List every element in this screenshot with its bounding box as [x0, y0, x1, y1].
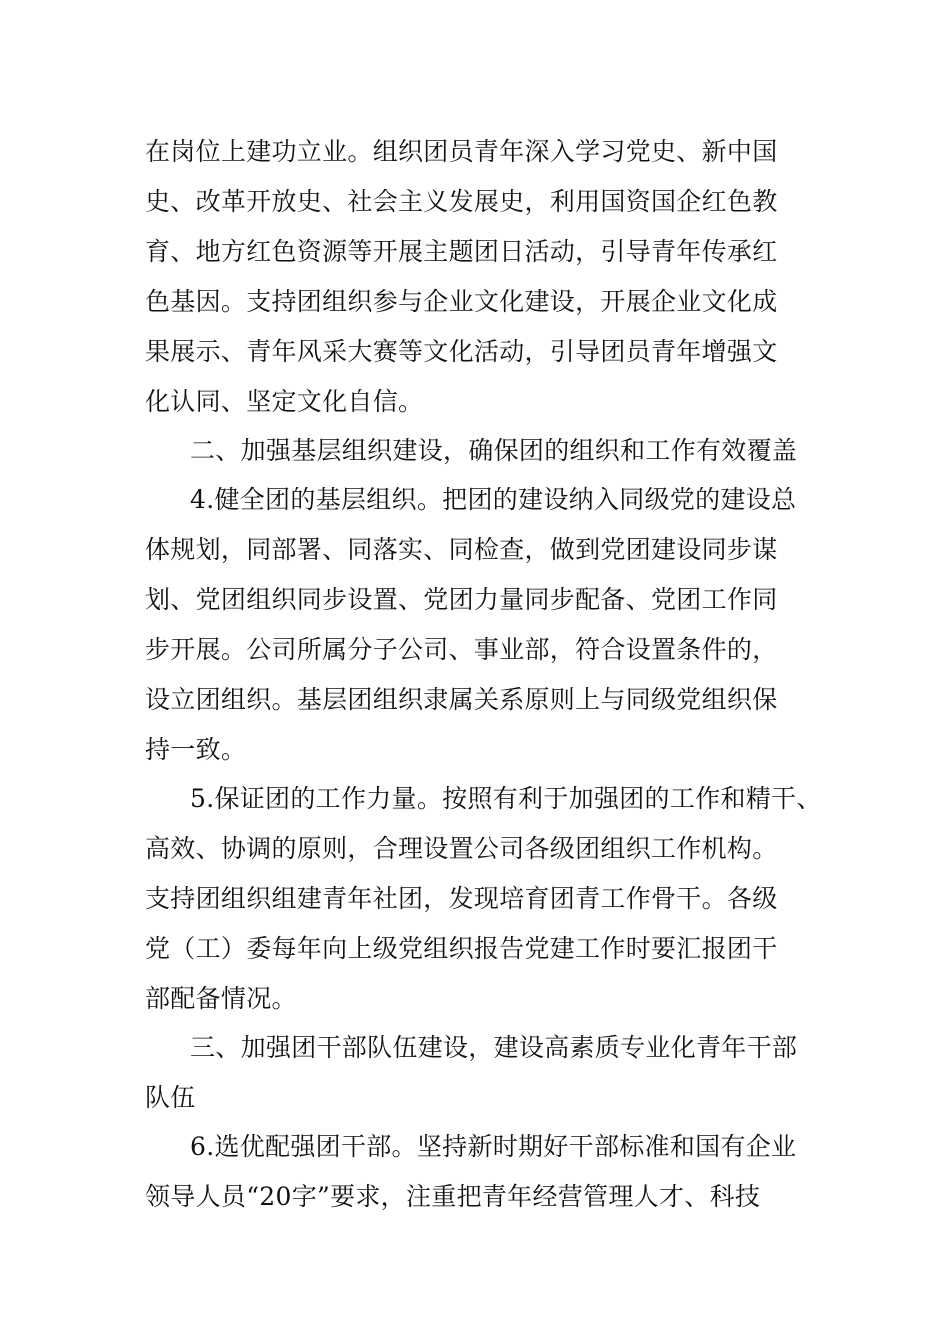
paragraph-line: 史、改革开放史、社会主义发展史，利用国资国企红色教	[145, 187, 778, 216]
paragraph-line: 色基因。支持团组织参与企业文化建设，开展企业文化成	[145, 287, 778, 316]
paragraph-line: 化认同、坚定文化自信。	[145, 387, 424, 416]
paragraph-line: 持一致。	[145, 735, 247, 764]
section-heading: 二、加强基层组织建设，确保团的组织和工作有效覆盖	[190, 436, 798, 465]
paragraph-line: 5.保证团的工作力量。按照有利于加强团的工作和精干、	[190, 784, 822, 813]
section-heading: 三、加强团干部队伍建设，建设高素质专业化青年干部	[190, 1033, 798, 1062]
paragraph-line: 领导人员“20字”要求，注重把青年经营管理人才、科技	[145, 1182, 761, 1211]
paragraph-line: 支持团组织组建青年社团，发现培育团青工作骨干。各级	[145, 884, 778, 913]
paragraph-line: 育、地方红色资源等开展主题团日活动，引导青年传承红	[145, 237, 778, 266]
paragraph-line: 设立团组织。基层团组织隶属关系原则上与同级党组织保	[145, 685, 778, 714]
paragraph-line: 党（工）委每年向上级党组织报告党建工作时要汇报团干	[145, 934, 778, 963]
section-heading-continuation: 队伍	[145, 1083, 196, 1112]
paragraph-line: 划、党团组织同步设置、党团力量同步配备、党团工作同	[145, 585, 778, 614]
paragraph-line: 4.健全团的基层组织。把团的建设纳入同级党的建设总	[190, 485, 797, 514]
paragraph-line: 高效、协调的原则，合理设置公司各级团组织工作机构。	[145, 834, 778, 863]
paragraph-line: 6.选优配强团干部。坚持新时期好干部标准和国有企业	[190, 1132, 797, 1161]
paragraph-line: 在岗位上建功立业。组织团员青年深入学习党史、新中国	[145, 137, 778, 166]
paragraph-line: 部配备情况。	[145, 984, 297, 1013]
paragraph-line: 体规划，同部署、同落实、同检查，做到党团建设同步谋	[145, 535, 778, 564]
paragraph-line: 步开展。公司所属分子公司、事业部，符合设置条件的，	[145, 635, 778, 664]
paragraph-line: 果展示、青年风采大赛等文化活动，引导团员青年增强文	[145, 337, 778, 366]
